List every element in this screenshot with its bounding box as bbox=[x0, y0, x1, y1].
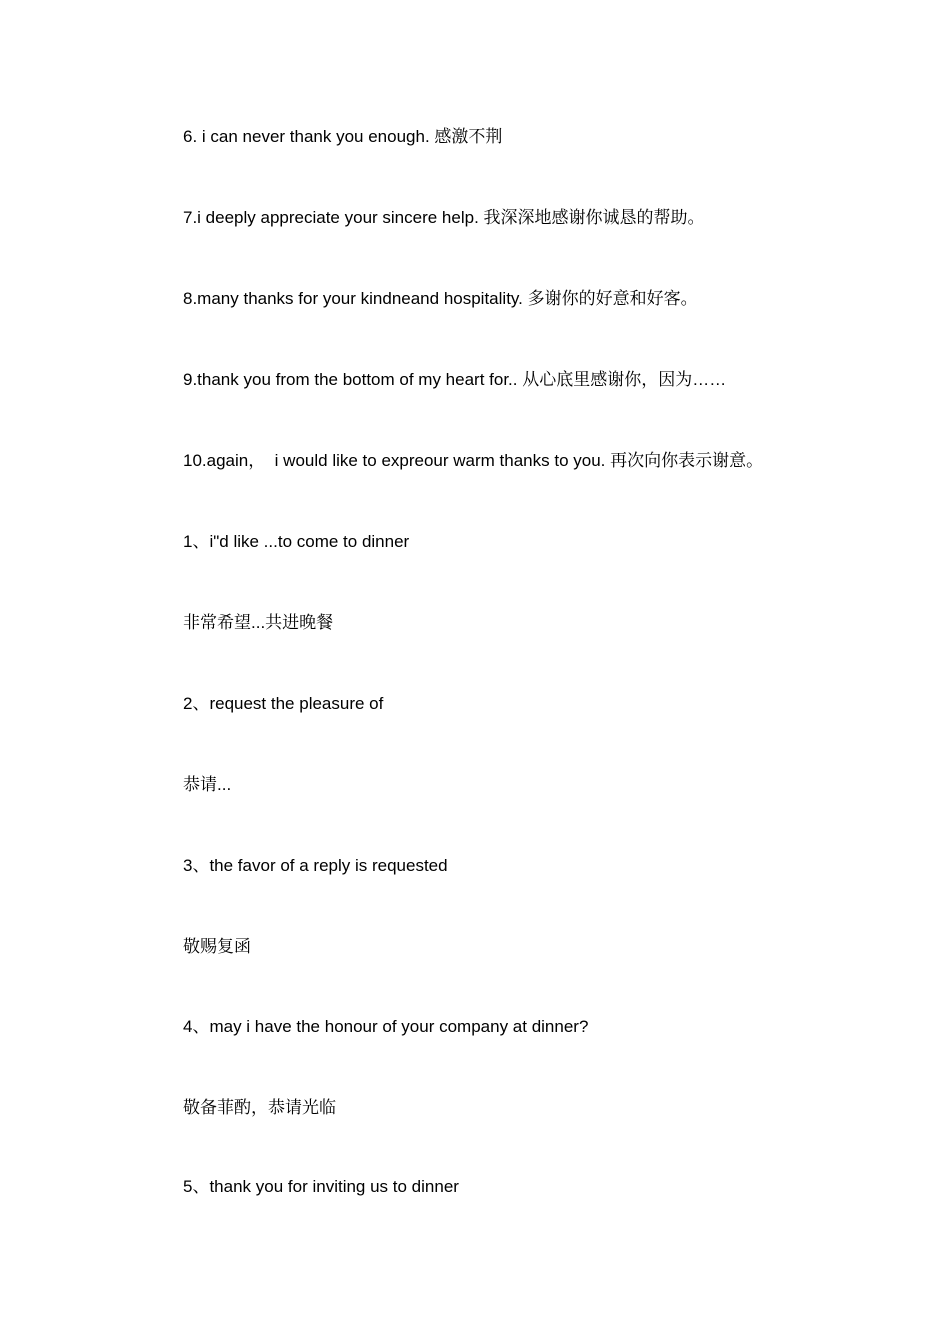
text-line: 5、thank you for inviting us to dinner bbox=[183, 1177, 459, 1196]
text-line: 敬备菲酌，恭请光临 bbox=[183, 1098, 336, 1117]
text-line: 1、i"d like ...to come to dinner bbox=[183, 532, 410, 551]
text-line: 2、request the pleasure of bbox=[183, 694, 384, 713]
text-line: 10.again， i would like to expreour warm thanks to you. 再次向你表示谢意。 bbox=[183, 451, 764, 470]
text-line: 敬赐复函 bbox=[183, 937, 251, 956]
text-line: 恭请... bbox=[183, 775, 232, 794]
text-line: 8.many thanks for your kindneand hospitality. 多谢你的好意和好客。 bbox=[183, 289, 698, 308]
text-line: 9.thank you from the bottom of my heart for.. 从心底里感谢你，因为…… bbox=[183, 370, 727, 389]
text-line: 3、the favor of a reply is requested bbox=[183, 856, 448, 875]
text-line: 4、may i have the honour of your company at dinner? bbox=[183, 1017, 589, 1036]
text-line: 6. i can never thank you enough. 感激不荆 bbox=[183, 127, 503, 146]
text-line: 非常希望...共进晚餐 bbox=[183, 613, 334, 632]
text-line: 7.i deeply appreciate your sincere help. 我深深地感谢你诚恳的帮助。 bbox=[183, 208, 705, 227]
